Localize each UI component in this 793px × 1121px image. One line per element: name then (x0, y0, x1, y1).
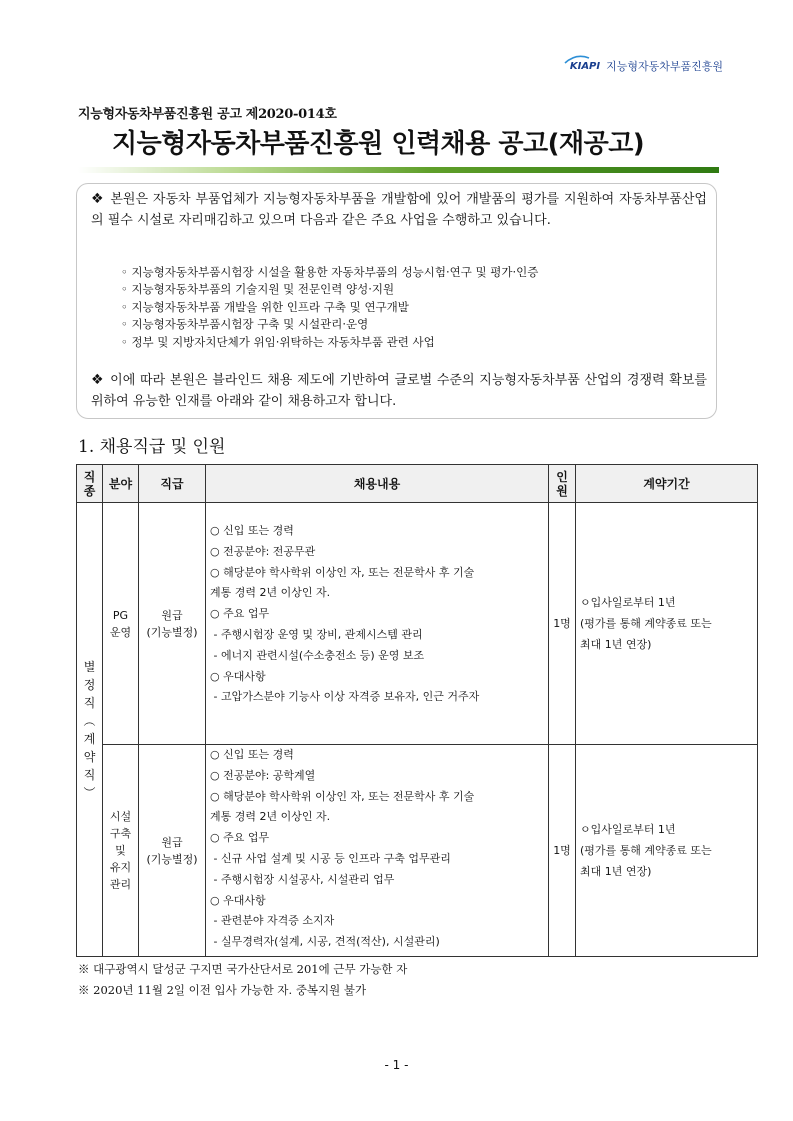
period-cell (576, 503, 758, 745)
table-row (77, 745, 758, 957)
content-line: ○ 주요 업무 (210, 831, 270, 845)
list-item: ◦ 정부 및 지방자치단체가 위임·위탁하는 자동차부품 관련 사업 (121, 334, 435, 349)
list-item: ◦ 지능형자동차부품의 기술지원 및 전문인력 양성·지원 (121, 282, 395, 297)
notice-number: 지능형자동차부품진흥원 공고 제2020-014호 (78, 107, 337, 122)
col-header-period: 계약기간 (576, 465, 758, 503)
content-line: ○ 해당분야 학사학위 이상인 자, 또는 전문학사 후 기술 (210, 565, 475, 579)
period-line: 최대 1년 연장) (580, 865, 652, 878)
col-header-category: 직 종 (77, 465, 103, 503)
grade-cell: 원급 (기능별정) (139, 745, 206, 957)
footnote: ※ 대구광역시 달성군 구지면 국가산단서로 201에 근무 가능한 자 (78, 962, 408, 976)
content-line: ○ 해당분야 학사학위 이상인 자, 또는 전문학사 후 기술 (210, 789, 475, 803)
period-line: ㅇ입사일로부터 1년 (580, 823, 676, 836)
content-line: - 주행시험장 운영 및 장비, 관제시스템 관리 (210, 627, 423, 641)
list-item: ◦ 지능형자동차부품 개발을 위한 인프라 구축 및 연구개발 (121, 299, 409, 314)
content-line: ○ 우대사항 (210, 893, 266, 907)
count-cell: 1명 (549, 503, 576, 745)
period-cell (576, 745, 758, 957)
content-line: ○ 신입 또는 경력 (210, 524, 294, 537)
content-line: - 실무경력자(설계, 시공, 견적(적산), 시설관리) (210, 935, 440, 949)
content-line: - 신규 사업 설계 및 시공 등 인프라 구축 업무관리 (210, 851, 451, 865)
category-cell: 별 정 직 ︵ 계 약 직 ︶ (77, 503, 103, 957)
col-header-grade: 직급 (139, 465, 206, 503)
footnote: ※ 2020년 11월 2일 이전 입사 가능한 자. 중복지원 불가 (78, 983, 367, 997)
col-header-field: 분야 (103, 465, 139, 503)
business-list (121, 264, 538, 351)
count-cell: 1명 (549, 745, 576, 957)
table-row (77, 503, 758, 745)
content-line: ○ 신입 또는 경력 (210, 748, 294, 761)
title-underline (78, 167, 719, 173)
field-cell: PG 운영 (103, 503, 139, 745)
footnotes (78, 959, 407, 1001)
list-item: ◦ 지능형자동차부품시험장 시설을 활용한 자동차부품의 성능시험·연구 및 평가·인증 (121, 265, 539, 279)
col-header-count: 인 원 (549, 465, 576, 503)
content-line: ○ 전공분야: 전공무관 (210, 544, 316, 558)
kiapi-logo-mark: KIAPI (570, 61, 600, 72)
swoosh-icon (564, 55, 590, 65)
page-number: - 1 - (384, 1058, 409, 1072)
intro-paragraph-1: ❖ 본원은 자동차 부품업체가 지능형자동차부품을 개발함에 있어 개발품의 평가를 지원하여 자동차부품산업의 필수 시설로 자리매김하고 있으며 다음과 같은 주요 사업을 수행하고 있습니다. (91, 191, 707, 228)
recruitment-table (76, 464, 758, 957)
period-line: (평가를 통해 계약종료 또는 (580, 617, 712, 630)
col-header-content: 채용내용 (206, 465, 549, 503)
content-line: ○ 주요 업무 (210, 607, 270, 621)
diamond-bullet-icon: ❖ (91, 191, 105, 207)
section-title: 1. 채용직급 및 인원 (78, 437, 226, 457)
period-line: ㅇ입사일로부터 1년 (580, 596, 676, 609)
org-logo (570, 58, 723, 74)
org-name: 지능형자동차부품진흥원 (606, 60, 723, 73)
content-line: - 주행시험장 시설공사, 시설관리 업무 (210, 872, 395, 886)
intro-box (76, 183, 717, 419)
period-line: 최대 1년 연장) (580, 638, 652, 651)
content-line: - 에너지 관련시설(수소충전소 등) 운영 보조 (210, 648, 425, 662)
intro-paragraph-2: ❖ 이에 따라 본원은 블라인드 채용 제도에 기반하여 글로벌 수준의 지능형자동차부품 산업의 경쟁력 확보를 위하여 유능한 인재를 아래와 같이 채용하고자 합니다. (91, 372, 707, 409)
content-line: - 고압가스분야 기능사 이상 자격증 보유자, 인근 거주자 (210, 690, 480, 704)
list-item: ◦ 지능형자동차부품시험장 구축 및 시설관리·운영 (121, 317, 369, 332)
content-line: 계통 경력 2년 이상인 자. (210, 586, 331, 600)
content-line: ○ 전공분야: 공학계열 (210, 768, 316, 782)
content-cell (206, 503, 549, 745)
period-line: (평가를 통해 계약종료 또는 (580, 844, 712, 857)
content-line: 계통 경력 2년 이상인 자. (210, 810, 331, 824)
grade-cell: 원급 (기능별정) (139, 503, 206, 745)
content-line: ○ 우대사항 (210, 669, 266, 683)
content-line: - 관련분야 자격증 소지자 (210, 914, 335, 928)
table-header-row (77, 465, 758, 503)
document-title: 지능형자동차부품진흥원 인력채용 공고(재공고) (112, 129, 645, 159)
field-cell: 시설 구축 및 유지 관리 (103, 745, 139, 957)
content-cell (206, 745, 549, 957)
diamond-bullet-icon: ❖ (91, 372, 105, 388)
